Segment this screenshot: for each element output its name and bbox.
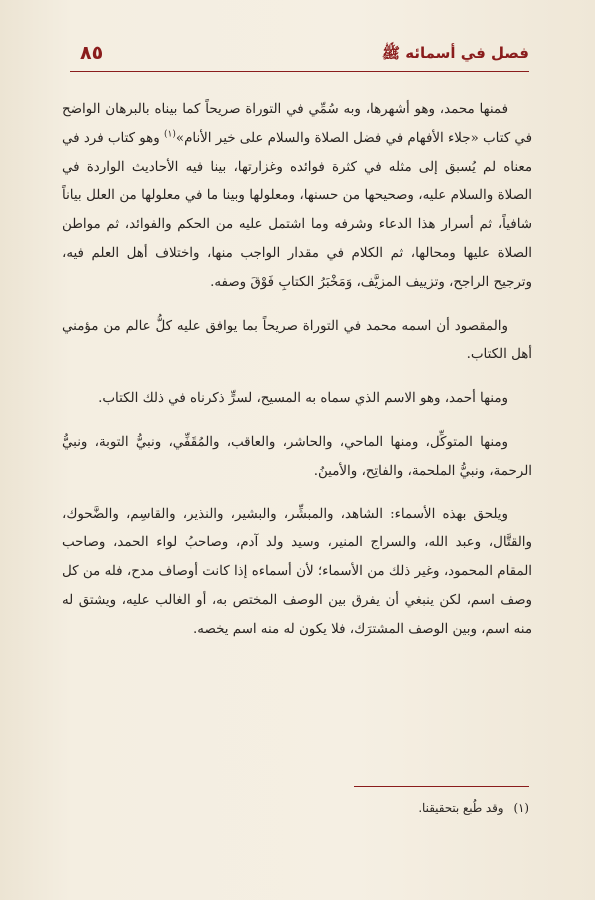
- paragraph-other-names: ومنها المتوكِّل، ومنها الماحي، والحاشر، والعاقب، والمُقَفِّي، ونبيُّ التوبة، ونبيُّ الرحمة، ونبيُّ الملحمة، والفاتِح، والأمينُ.: [62, 434, 532, 479]
- page-number: ٨٥: [80, 42, 104, 64]
- paragraph-text: فمنها محمد، وهو أشهرها، وبه سُمِّي في التوراة صريحاً كما بيناه بالبرهان الواضح في كتاب «جلاء الأفهام في فضل الصلاة والسلام على خير الأنام»: [62, 102, 532, 146]
- footnote: [59, 798, 529, 818]
- header-divider: [70, 71, 529, 72]
- running-header: [70, 40, 529, 70]
- footnote-number: (١): [513, 801, 529, 815]
- chapter-title: فصل في أسمائه ﷺ: [381, 44, 529, 62]
- footnote-text: وقد طُبع بتحقيقنا.: [418, 801, 504, 815]
- body-text: [62, 96, 532, 645]
- paragraph-torah-name: والمقصود أن اسمه محمد في التوراة صريحاً بما يوافق عليه كلُّ عالم من مؤمني أهل الكتاب.: [62, 318, 532, 363]
- footnote-reference[interactable]: (١): [164, 129, 176, 140]
- paragraph-attached-names: ويلحق بهذه الأسماء: الشاهد، والمبشِّر، والبشير، والنذير، والقاسِم، والضَّحوك، والقتَّال، وعبد الله، والسراج المنير، وسيد ولد آدم، وصاحبُ لواء الحمد، وصاحب المقام المحمود، وغير ذلك من الأسماء؛ لأن أسماءه إذا كانت أوصاف مدح، فله من كل وصف اسم، لكن ينبغي أن يفرق بين الوصف المختص به، أو الغالب عليه، ويشتق له منه اسم، وبين الوصف المشترَك، فلا يكون له منه اسم يخصه.: [62, 506, 532, 637]
- paragraph-text-continued: وهو كتاب فرد في معناه لم يُسبق إلى مثله في كثرة فوائده وغزارتها، بينا فيه الأحاديث الواردة في الصلاة والسلام عليه، وصحيحها من حسنها، ومعلولها وبينا ما في معلولها من العلل بياناً شافياً، ثم أسرار هذا الدعاء وشرفه وما اشتمل عليه من الحكم والفوائد، ثم مواطن الصلاة عليها ومحالها، ثم الكلام في مقدار الواجب منها، واختلاف أهل العلم فيه، وترجيح الراجح، وتزييف المزيَّف، وَمَخْبَرُ الكتابِ فَوْقَ وصفه.: [62, 130, 532, 290]
- paragraph-names-ahmad: ومنها أحمد، وهو الاسم الذي سماه به المسيح، لسرٍّ ذكرناه في ذلك الكتاب.: [98, 391, 508, 407]
- paragraph-names-muhammad: [62, 96, 532, 298]
- footnote-divider: [354, 786, 529, 787]
